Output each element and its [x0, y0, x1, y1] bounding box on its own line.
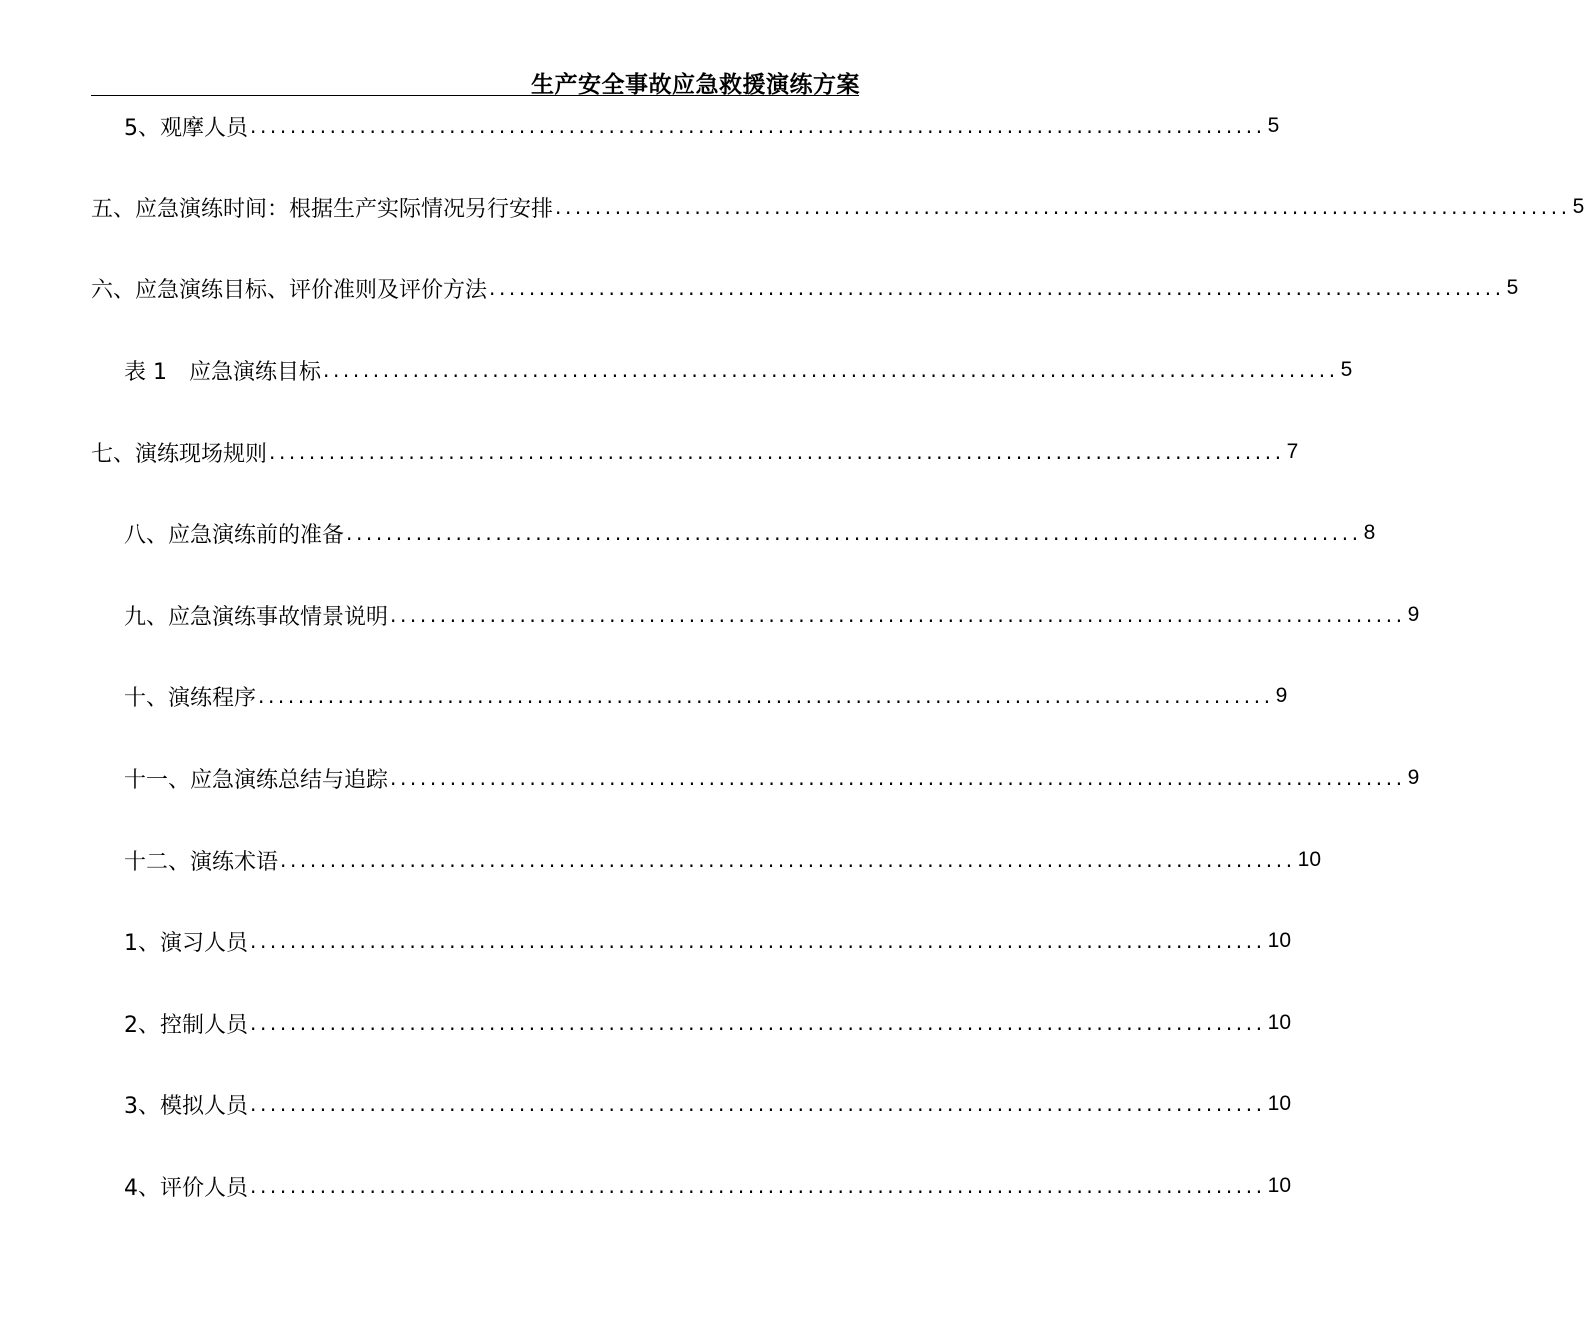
toc-entry-text: 十、演练程序 — [124, 685, 257, 711]
toc-page-number: 5 — [1572, 195, 1584, 218]
toc-page-number: 10 — [1267, 929, 1292, 952]
toc-entry[interactable] — [124, 106, 1280, 146]
toc-entry[interactable] — [124, 513, 1376, 553]
header-rule — [91, 95, 859, 96]
toc-entry[interactable] — [124, 1003, 1292, 1043]
toc-dot-leader: ...................................................................................................... — [390, 603, 1406, 627]
toc-page-number: 10 — [1267, 1092, 1292, 1115]
toc-entry[interactable] — [124, 840, 1322, 880]
toc-entry[interactable] — [91, 268, 1519, 308]
toc-dot-leader: ...................................................................................................... — [250, 114, 1266, 138]
toc-dot-leader: ...................................................................................................... — [489, 276, 1505, 300]
toc-page-number: 5 — [1506, 276, 1519, 299]
toc-entry-text: 九、应急演练事故情景说明 — [124, 604, 389, 630]
toc-dot-leader: ...................................................................................................... — [250, 1092, 1266, 1116]
toc-dot-leader: ...................................................................................................... — [390, 766, 1406, 790]
toc-entry-text: 五、应急演练时间：根据生产实际情况另行安排 — [91, 196, 554, 222]
toc-page-number: 5 — [1267, 114, 1280, 137]
toc-entry[interactable] — [124, 1166, 1292, 1206]
toc-entry-text: 七、演练现场规则 — [91, 441, 268, 467]
toc-entry-text: 十一、应急演练总结与追踪 — [124, 767, 389, 793]
toc-entry[interactable] — [124, 676, 1288, 716]
toc-page-number: 9 — [1407, 603, 1420, 626]
toc-entry[interactable] — [124, 758, 1420, 798]
toc-page-number: 10 — [1297, 848, 1322, 871]
toc-entry-text: 八、应急演练前的准备 — [124, 522, 345, 548]
toc-dot-leader: ...................................................................................................... — [323, 358, 1339, 382]
toc-entry-text: 1、演习人员 — [124, 930, 248, 956]
toc-entry[interactable] — [124, 350, 1353, 390]
toc-page-number: 7 — [1286, 440, 1299, 463]
toc-dot-leader: ...................................................................................................... — [280, 848, 1296, 872]
running-header-title: 生产安全事故应急救援演练方案 — [531, 72, 860, 98]
toc-dot-leader: ...................................................................................................... — [555, 195, 1571, 219]
toc-entry[interactable] — [124, 595, 1420, 635]
toc-page-number: 9 — [1275, 684, 1288, 707]
toc-dot-leader: ...................................................................................................... — [258, 684, 1274, 708]
toc-entry-text: 4、评价人员 — [124, 1175, 248, 1201]
toc-dot-leader: ...................................................................................................... — [250, 1174, 1266, 1198]
toc-page-number: 10 — [1267, 1174, 1292, 1197]
toc-dot-leader: ...................................................................................................... — [250, 929, 1266, 953]
toc-entry-text: 2、控制人员 — [124, 1012, 248, 1038]
toc-entry-text: 3、模拟人员 — [124, 1093, 248, 1119]
toc-entry-text: 5、观摩人员 — [124, 115, 248, 141]
toc-entry[interactable] — [124, 921, 1292, 961]
toc-dot-leader: ...................................................................................................... — [250, 1011, 1266, 1035]
toc-entry[interactable] — [91, 187, 1584, 227]
toc-entry-text: 十二、演练术语 — [124, 849, 279, 875]
toc-entry-text: 表 1 应急演练目标 — [124, 359, 321, 385]
toc-entry-text: 六、应急演练目标、评价准则及评价方法 — [91, 277, 488, 303]
toc-entry[interactable] — [124, 1084, 1292, 1124]
toc-page-number: 8 — [1363, 521, 1376, 544]
toc-page-number: 10 — [1267, 1011, 1292, 1034]
toc-dot-leader: ...................................................................................................... — [269, 440, 1285, 464]
toc-dot-leader: ...................................................................................................... — [346, 521, 1362, 545]
toc-page-number: 9 — [1407, 766, 1420, 789]
toc-page-number: 5 — [1340, 358, 1353, 381]
toc-entry[interactable] — [91, 432, 1299, 472]
